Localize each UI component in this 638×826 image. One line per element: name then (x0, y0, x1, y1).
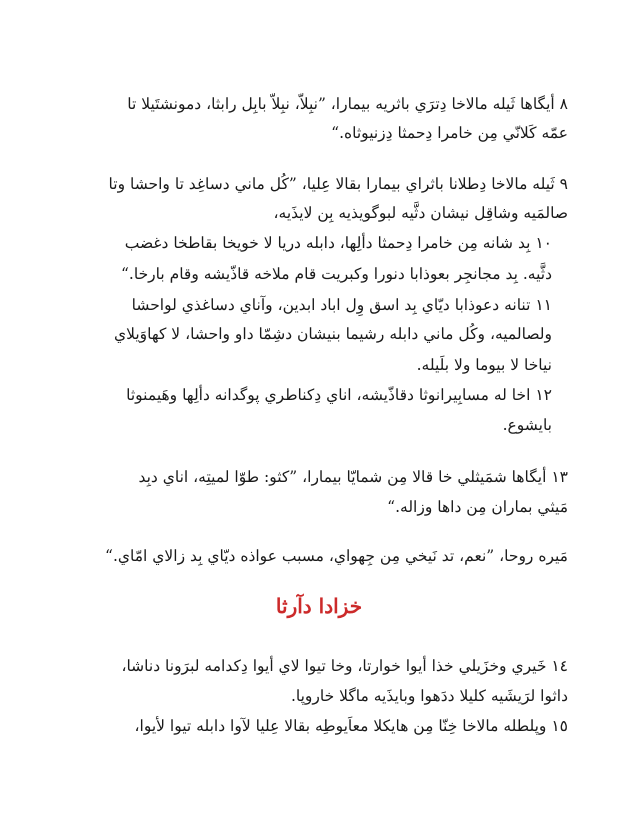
verse-10-line-1: ١٠ بِد شانه مِن خامرا دِحمثا دألِها، دابله دريا لا خويخا بقاطخا دغضب (124, 234, 552, 252)
verse-9-line-2: صالمَيه وشاقِل نيشان دثَّيه لبوگويذيه بِن لايذَيه، (273, 204, 568, 222)
verse-10-line-2: دثَّيه. بِد مجانجِر بعوذابا دنورا وكبريت قام ملاخه قاذّيشه وقام بارخا.“ (121, 265, 552, 283)
verse-14-line-1: ١٤ خَيري وخزَيلي خذا أيوا خوارتا، وخا تيوا لاي أيوا دِكدامه لبرَونا دناشا، (121, 657, 568, 675)
verse-12-line-2: بايشوع. (502, 416, 552, 434)
verse-15-line-1: ١٥ وپلطله مالاخا خِنّا مِن هايكلا معاَيوطِه بقالا عِليا لآوا دابله تيوا لأيوا، (134, 717, 568, 735)
verse-12-line-1: ١٢ اخا له مسابِيرانوثا دقاذّيشه، اناي دِكناطري پوگدانه دألِها وهَيمنوثا (126, 386, 552, 404)
verse-9-line-1: ٩ ثَيله مالاخا دِطلانا باثراي بيمارا بقالا عِليا، ”كُل ماني دساغِد تا واحشا وتا (108, 175, 568, 193)
verse-8-line-2: عمّه كَلانّي مِن خامرا دِحمثا دِزنيوثاه.“ (331, 124, 568, 142)
verse-11-line-2: ولصالميه، وكُل ماني دابله رشيما بنيشان دشِمّا داو واحشا، لا كهاوَيلاي (113, 325, 552, 343)
verse-13-line-1: ١٣ أيگاها شمَيثلي خا قالا مِن شمايّا بيمارا، ”كثو: طوّا لميتِه، اناي دبِد (138, 468, 568, 486)
section-heading: خزادا دآرثا (275, 594, 363, 618)
verse-11-line-1: ١١ تنانه دعوذابا ديّاي بِد اسق وِل اباد ابدين، وآناي دساغذي لواحشا (131, 296, 552, 314)
spirit-response-line: مَيره روحا، ”نعم، تد نَيخي مِن جِهواي، مسبب عواذه ديّاي بِد زالاي امّاي.“ (105, 547, 568, 565)
verse-14-line-2: داثوا لرَيشَيه كليلا ددَهوا وبايذَيه ماگلا خاروپا. (290, 687, 568, 705)
verse-8-line-1: ٨ أيگاها ثَيله مالاخا دِترَي باثريه بيمارا، ”نبِلاّ، نبِلاّ بابِل رابثا، دمونشتَيلا تا (127, 95, 568, 113)
verse-13-line-2: مَيثي بماران مِن داها وزاله.“ (387, 498, 568, 516)
verse-11-line-3: نياخا لا بيوما ولا بلَيله. (416, 356, 552, 374)
